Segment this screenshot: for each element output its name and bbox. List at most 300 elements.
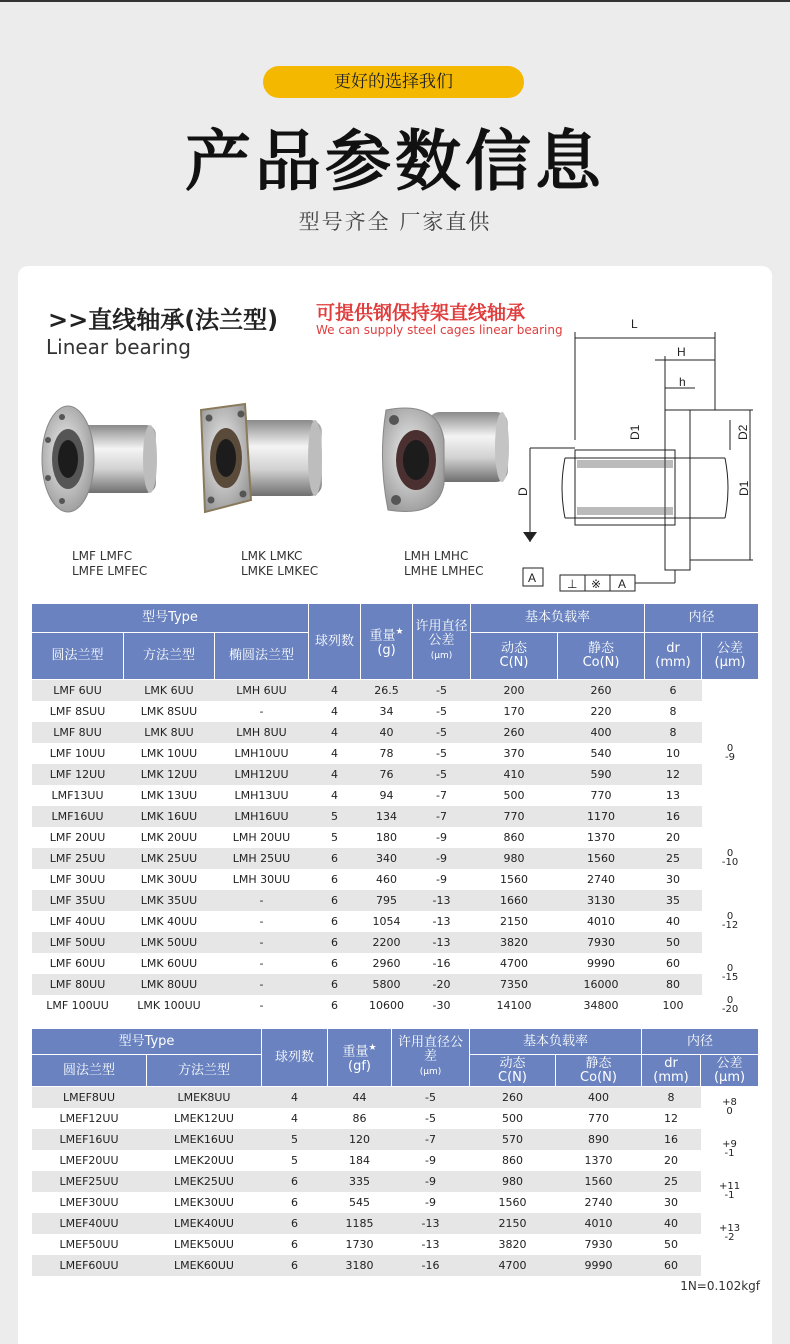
table-cell: 16000	[558, 974, 645, 995]
table-cell: LMF 6UU	[32, 680, 124, 701]
table-cell: 2740	[584, 1195, 613, 1209]
table-cell: 410	[471, 764, 558, 785]
table-row	[32, 785, 759, 806]
table-cell: 500	[502, 1111, 523, 1125]
table-cell: LMK 13UU	[140, 788, 198, 802]
table-cell: 16	[645, 806, 702, 827]
table-cell: 26.5	[361, 680, 413, 701]
slogan-pill: 更好的选择我们	[263, 66, 524, 98]
table-cell: 1660	[471, 890, 558, 911]
table-cell: LMF13UU	[51, 788, 104, 802]
table-cell: LMK 10UU	[140, 746, 198, 760]
table-cell: 25	[642, 1171, 701, 1192]
table-cell: 3180	[328, 1255, 392, 1276]
table-cell: LMEF40UU	[32, 1213, 147, 1234]
svg-text:D1: D1	[628, 424, 642, 440]
svg-text:⊥: ⊥	[567, 577, 578, 591]
table-cell: LMEF25UU	[32, 1171, 147, 1192]
table-row	[32, 890, 759, 911]
bore-tolerance-cell	[701, 1255, 759, 1276]
table-cell: LMEK8UU	[147, 1087, 262, 1108]
table-cell: 1185	[328, 1213, 392, 1234]
table-cell: 1370	[587, 830, 616, 844]
svg-text:A: A	[528, 571, 537, 585]
table-cell: LMK 25UU	[124, 848, 215, 869]
th2-type: 型号Type	[32, 1029, 262, 1055]
table-cell: 1560	[498, 1195, 527, 1209]
unit-note: 1N=0.102kgf	[680, 1279, 760, 1293]
table-cell: 5	[331, 830, 339, 844]
table-cell: 6	[291, 1195, 298, 1209]
table-cell: 400	[558, 722, 645, 743]
th-square-flange: 方法兰型	[124, 633, 215, 680]
table-cell: 5	[262, 1129, 328, 1150]
bore-tolerance-cell: 0 -12	[702, 890, 759, 953]
table-row	[32, 932, 759, 953]
table-cell: 34	[379, 704, 394, 718]
table-cell: 770	[590, 788, 612, 802]
table-cell: -9	[392, 1171, 470, 1192]
table-cell: LMF 8UU	[32, 722, 124, 743]
svg-text:D1: D1	[737, 480, 751, 496]
table-cell: -5	[413, 680, 471, 701]
table-cell: 890	[556, 1129, 642, 1150]
table-cell: 2740	[587, 872, 616, 886]
table-cell: 1054	[372, 914, 401, 928]
table-cell: 260	[558, 680, 645, 701]
table-cell: -16	[392, 1255, 470, 1276]
table-cell: LMK 60UU	[140, 956, 198, 970]
table-cell: 5800	[361, 974, 413, 995]
table-cell: LMK 35UU	[124, 890, 215, 911]
table-cell: 12	[664, 1111, 679, 1125]
table-cell: 7930	[558, 932, 645, 953]
table-cell: 184	[349, 1153, 370, 1167]
table-row	[32, 869, 759, 890]
table-cell: -7	[392, 1129, 470, 1150]
table-cell: LMF 35UU	[32, 890, 124, 911]
table-cell: 7350	[471, 974, 558, 995]
table-row	[32, 1255, 759, 1276]
table-cell: 10600	[369, 998, 405, 1012]
table-cell: -	[259, 704, 264, 718]
table-cell: LMEF60UU	[32, 1255, 147, 1276]
th-balls: 球列数	[309, 604, 361, 680]
table-cell: LMEK40UU	[147, 1213, 262, 1234]
table-cell: 4	[309, 680, 361, 701]
table-cell: -13	[413, 890, 471, 911]
oval-flange-bearing-image	[378, 400, 518, 520]
table-cell: -5	[425, 1111, 436, 1125]
table-cell: 94	[379, 788, 394, 802]
table-cell: LMEK60UU	[147, 1255, 262, 1276]
table-cell: 795	[361, 890, 413, 911]
table-cell: -30	[432, 998, 451, 1012]
th2-bore-tolerance: 公差 (μm)	[701, 1055, 759, 1087]
table-cell: 30	[664, 1195, 679, 1209]
table-row	[32, 1108, 759, 1129]
table-cell: 2960	[372, 956, 401, 970]
th2-static: 静态 Co(N)	[556, 1055, 642, 1087]
table-cell: 1560	[556, 1171, 642, 1192]
table-cell: LMH10UU	[234, 746, 289, 760]
table-cell: 6	[262, 1255, 328, 1276]
table-row	[32, 1150, 759, 1171]
table-cell: LMK 6UU	[124, 680, 215, 701]
table-cell: LMF 8SUU	[49, 704, 106, 718]
table-cell: LMH 20UU	[232, 830, 291, 844]
table-cell: 86	[352, 1111, 367, 1125]
table-cell: LMK 20UU	[140, 830, 198, 844]
table-cell: 40	[642, 1213, 701, 1234]
th2-diameter-tolerance: 许用直径公差 (μm)	[392, 1029, 470, 1087]
th-bore: 内径	[645, 604, 759, 633]
page-title: 产品参数信息	[185, 123, 605, 200]
table-cell: 3130	[558, 890, 645, 911]
table-cell: LMEF12UU	[59, 1111, 119, 1125]
table-cell: 60	[642, 1255, 701, 1276]
table-cell: 1730	[345, 1237, 374, 1251]
table-row	[32, 995, 759, 1016]
table-cell: 4	[262, 1087, 328, 1108]
table-cell: 6	[262, 1213, 328, 1234]
table-cell: LMK 8UU	[124, 722, 215, 743]
table-row	[32, 911, 759, 932]
round-flange-bearing-image	[38, 400, 163, 520]
bore-tolerance-cell: +13 -2	[701, 1213, 759, 1255]
table-cell: LMF 25UU	[32, 848, 124, 869]
table-cell: 20	[666, 830, 681, 844]
table-cell: LMH 25UU	[215, 848, 309, 869]
dimension-diagram	[515, 310, 765, 595]
table-cell: LMEF50UU	[59, 1237, 119, 1251]
section-title: >>直线轴承(法兰型)	[48, 306, 279, 334]
th-oval-flange: 椭圆法兰型	[215, 633, 309, 680]
table-cell: 25	[645, 848, 702, 869]
bore-tolerance-cell: 0 -15	[702, 953, 759, 995]
table-cell: 6	[309, 974, 361, 995]
table-cell: 1560	[558, 848, 645, 869]
table-cell: 8	[642, 1087, 701, 1108]
th2-dr: dr (mm)	[642, 1055, 701, 1087]
th-bore-tolerance: 公差 (μm)	[702, 633, 759, 680]
table-cell: 4	[331, 746, 339, 760]
table-row	[32, 1129, 759, 1150]
table-cell: 540	[590, 746, 612, 760]
table-row	[32, 953, 759, 974]
table-cell: -5	[436, 746, 447, 760]
table-cell: 8	[669, 704, 677, 718]
bore-tolerance-cell: 0 -9	[702, 680, 759, 827]
table-cell: 14100	[496, 998, 532, 1012]
table-row	[32, 848, 759, 869]
table-cell: 4700	[470, 1255, 556, 1276]
table-row	[32, 1087, 759, 1108]
table-cell: LMH 30UU	[232, 872, 291, 886]
table-cell: 9990	[587, 956, 616, 970]
table-cell: 2150	[470, 1213, 556, 1234]
table-cell: 170	[503, 704, 525, 718]
svg-text:h: h	[679, 375, 686, 389]
table-cell: 860	[503, 830, 525, 844]
table-cell: 4010	[587, 914, 616, 928]
table-cell: LMK 16UU	[124, 806, 215, 827]
table-cell: 9990	[556, 1255, 642, 1276]
th2-square-flange: 方法兰型	[147, 1055, 262, 1087]
table-cell: LMH16UU	[215, 806, 309, 827]
table-row	[32, 701, 759, 722]
table-cell: -7	[436, 788, 447, 802]
table-cell: 180	[376, 830, 398, 844]
table-row	[32, 1171, 759, 1192]
table-cell: -16	[432, 956, 451, 970]
table-cell: 6	[331, 872, 339, 886]
table-cell: LMEF8UU	[32, 1087, 147, 1108]
table-cell: -9	[425, 1153, 436, 1167]
table-cell: LMF 12UU	[32, 764, 124, 785]
table-cell: 6	[645, 680, 702, 701]
table-cell: 5	[291, 1153, 298, 1167]
table-row	[32, 743, 759, 764]
table-row	[32, 680, 759, 701]
th-round-flange: 圆法兰型	[32, 633, 124, 680]
table-cell: 50	[664, 1237, 679, 1251]
supply-note-cn: 可提供钢保持架直线轴承	[316, 302, 526, 324]
th-dynamic: 动态 C(N)	[471, 633, 558, 680]
table-cell: -9	[436, 830, 447, 844]
table-cell: -13	[421, 1237, 440, 1251]
table-row	[32, 1192, 759, 1213]
spec-table-1	[31, 603, 759, 1016]
table-cell: 860	[502, 1153, 523, 1167]
table-cell: 220	[590, 704, 612, 718]
table-cell: 980	[471, 848, 558, 869]
table-cell: 13	[666, 788, 681, 802]
svg-text:H: H	[677, 345, 686, 359]
table-cell: 12	[645, 764, 702, 785]
table-cell: -7	[413, 806, 471, 827]
table-cell: 2200	[361, 932, 413, 953]
spec-table-2	[31, 1028, 759, 1276]
table-cell: LMEK16UU	[147, 1129, 262, 1150]
th-load-rating: 基本负载率	[471, 604, 645, 633]
th2-round-flange: 圆法兰型	[32, 1055, 147, 1087]
table-cell: -9	[436, 872, 447, 886]
table-cell: LMF 10UU	[49, 746, 106, 760]
th-static: 静态 Co(N)	[558, 633, 645, 680]
bore-tolerance-cell: +11 -1	[701, 1171, 759, 1213]
table-cell: 6	[331, 956, 339, 970]
table-cell: 34800	[583, 998, 619, 1012]
table-cell: 7930	[584, 1237, 613, 1251]
table-cell: 335	[328, 1171, 392, 1192]
table-cell: -5	[436, 704, 447, 718]
table-cell: 4	[331, 704, 339, 718]
table-cell: LMEK50UU	[174, 1237, 234, 1251]
th-diameter-tolerance: 许用直径公差 (μm)	[413, 604, 471, 680]
table-cell: 460	[376, 872, 398, 886]
table-cell: -13	[413, 932, 471, 953]
table-cell: 80	[645, 974, 702, 995]
table-cell: LMK 80UU	[124, 974, 215, 995]
bore-tolerance-cell: +9 -1	[701, 1129, 759, 1171]
table-row	[32, 722, 759, 743]
table-cell: -	[259, 998, 264, 1012]
table-cell: 6	[291, 1237, 298, 1251]
table-cell: LMK 8SUU	[140, 704, 198, 718]
table-cell: LMH13UU	[234, 788, 289, 802]
table-cell: 260	[471, 722, 558, 743]
table-cell: 50	[645, 932, 702, 953]
table-cell: LMEK20UU	[174, 1153, 234, 1167]
table-cell: 370	[503, 746, 525, 760]
table-cell: -9	[413, 848, 471, 869]
table-cell: 10	[666, 746, 681, 760]
table-cell: 4	[309, 722, 361, 743]
table-cell: 1370	[584, 1153, 613, 1167]
table-cell: 120	[328, 1129, 392, 1150]
table-cell: 4	[331, 788, 339, 802]
top-border	[0, 0, 790, 2]
th2-dynamic: 动态 C(N)	[470, 1055, 556, 1087]
table-cell: 570	[470, 1129, 556, 1150]
table-cell: -20	[413, 974, 471, 995]
table-cell: 6	[309, 932, 361, 953]
table-cell: 5	[309, 806, 361, 827]
table-cell: 500	[503, 788, 525, 802]
table-cell: 6	[309, 890, 361, 911]
table-cell: 1170	[558, 806, 645, 827]
svg-text:L: L	[631, 317, 638, 331]
table-cell: -	[215, 890, 309, 911]
table-cell: -	[215, 932, 309, 953]
table-cell: 40	[361, 722, 413, 743]
table-row	[32, 764, 759, 785]
svg-text:A: A	[618, 577, 627, 591]
table-cell: 44	[328, 1087, 392, 1108]
table-cell: 134	[361, 806, 413, 827]
th-dr: dr (mm)	[645, 633, 702, 680]
table-row	[32, 806, 759, 827]
table-cell: 200	[471, 680, 558, 701]
product-label-square: LMK LMKC LMKE LMKEC	[241, 549, 319, 578]
product-label-round: LMF LMFC LMFE LMFEC	[72, 549, 148, 578]
table-cell: 6	[331, 914, 339, 928]
table-cell: -	[215, 974, 309, 995]
table-cell: 980	[470, 1171, 556, 1192]
table-cell: LMEF20UU	[59, 1153, 119, 1167]
bore-tolerance-cell: 0 -10	[702, 827, 759, 890]
th-weight: 重量★ (g)	[361, 604, 413, 680]
table-cell: 4	[309, 764, 361, 785]
th2-weight: 重量★ (gf)	[328, 1029, 392, 1087]
table-cell: 6	[309, 848, 361, 869]
table-cell: 40	[666, 914, 681, 928]
table-row	[32, 974, 759, 995]
table-cell: -13	[432, 914, 451, 928]
table-cell: 770	[471, 806, 558, 827]
table-cell: LMEF30UU	[59, 1195, 119, 1209]
table-cell: 16	[642, 1129, 701, 1150]
table-row	[32, 1213, 759, 1234]
svg-text:D: D	[516, 487, 530, 496]
table-cell: LMK 30UU	[140, 872, 198, 886]
table-cell: LMK 12UU	[124, 764, 215, 785]
table-cell: LMH 6UU	[215, 680, 309, 701]
page-subtitle: 型号齐全 厂家直供	[298, 210, 492, 234]
table-cell: LMEK12UU	[174, 1111, 234, 1125]
table-cell: 545	[349, 1195, 370, 1209]
table-cell: LMF 40UU	[49, 914, 106, 928]
svg-text:D2: D2	[736, 424, 750, 440]
table-cell: 78	[379, 746, 394, 760]
table-cell: 30	[666, 872, 681, 886]
product-label-oval: LMH LMHC LMHE LMHEC	[404, 549, 484, 578]
table-cell: 770	[588, 1111, 609, 1125]
table-cell: LMEK25UU	[147, 1171, 262, 1192]
table-cell: 3820	[471, 932, 558, 953]
table-cell: 8	[645, 722, 702, 743]
table-row	[32, 827, 759, 848]
table-cell: LMK 100UU	[137, 998, 201, 1012]
table-cell: 260	[470, 1087, 556, 1108]
table-cell: 76	[361, 764, 413, 785]
table-cell: -13	[392, 1213, 470, 1234]
table-cell: 590	[558, 764, 645, 785]
th-type: 型号Type	[32, 604, 309, 633]
table-cell: -	[259, 956, 264, 970]
table-cell: 400	[556, 1087, 642, 1108]
table-cell: LMF 60UU	[49, 956, 106, 970]
table-cell: LMK 40UU	[140, 914, 198, 928]
table-cell: 1560	[500, 872, 529, 886]
bore-tolerance-cell: 0 -20	[702, 995, 759, 1016]
table-cell: LMH12UU	[215, 764, 309, 785]
table-cell: 2150	[500, 914, 529, 928]
section-subtitle: Linear bearing	[46, 335, 191, 359]
table-cell: LMF 100UU	[46, 998, 109, 1012]
table-cell: 6	[262, 1171, 328, 1192]
th2-balls: 球列数	[262, 1029, 328, 1087]
table-cell: 6	[331, 998, 339, 1012]
table-cell: -5	[413, 764, 471, 785]
table-cell: 20	[664, 1153, 679, 1167]
table-cell: LMF 50UU	[32, 932, 124, 953]
th2-bore: 内径	[642, 1029, 759, 1055]
table-cell: -	[259, 914, 264, 928]
supply-note-en: We can supply steel cages linear bearing	[316, 323, 563, 337]
table-cell: -5	[392, 1087, 470, 1108]
square-flange-bearing-image	[195, 400, 330, 520]
th2-load-rating: 基本负载率	[470, 1029, 642, 1055]
table-cell: -9	[425, 1195, 436, 1209]
table-cell: 3820	[498, 1237, 527, 1251]
table-cell: LMF 80UU	[32, 974, 124, 995]
table-cell: LMF 20UU	[49, 830, 106, 844]
table-cell: LMEF16UU	[32, 1129, 147, 1150]
table-cell: 4010	[556, 1213, 642, 1234]
table-cell: 100	[662, 998, 684, 1012]
table-cell: LMF16UU	[32, 806, 124, 827]
bore-tolerance-cell: +8 0	[701, 1087, 759, 1129]
table-cell: LMK 50UU	[124, 932, 215, 953]
table-row	[32, 1234, 759, 1255]
table-cell: 60	[666, 956, 681, 970]
svg-text:※: ※	[591, 577, 602, 591]
table-cell: 4	[291, 1111, 298, 1125]
table-cell: LMEK30UU	[174, 1195, 234, 1209]
table-cell: 4700	[500, 956, 529, 970]
